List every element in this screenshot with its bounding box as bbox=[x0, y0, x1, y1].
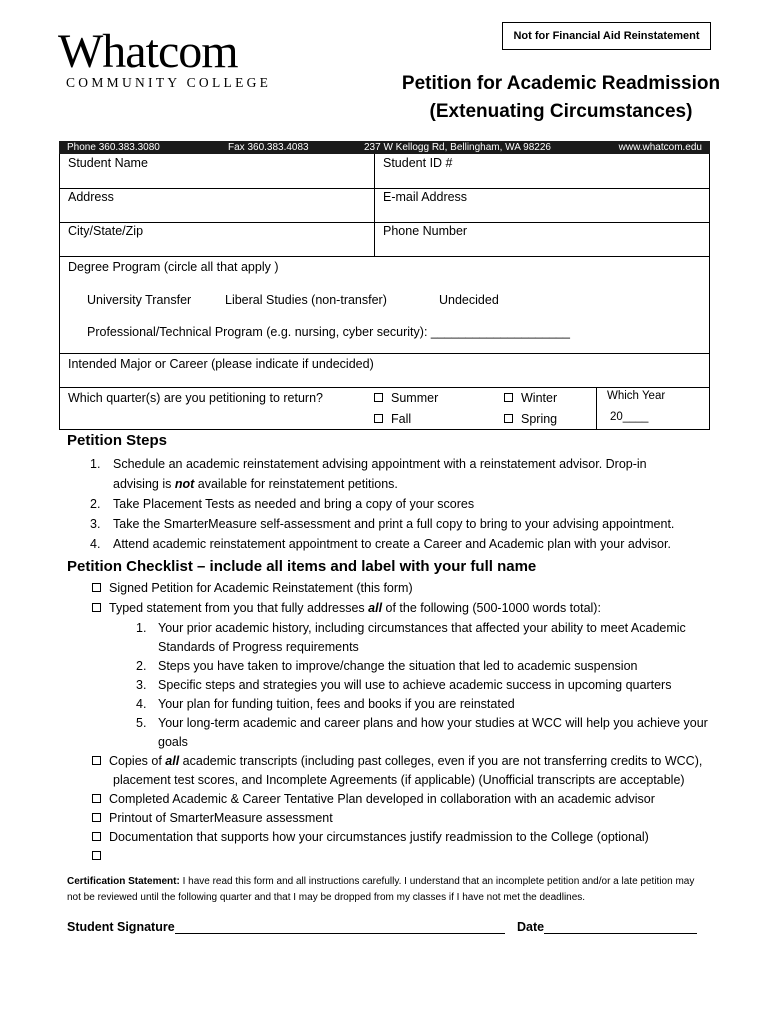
statement-post: of the following (500-1000 words total): bbox=[382, 601, 601, 615]
intended-major-label: Intended Major or Career (please indicate if undecided) bbox=[68, 357, 374, 371]
option-professional-technical[interactable]: Professional/Technical Program (e.g. nursing, cyber security): ____________________ bbox=[87, 325, 570, 339]
college-logo bbox=[58, 25, 272, 91]
checkbox-icon[interactable] bbox=[504, 414, 513, 423]
checklist-item-transcripts[interactable] bbox=[92, 754, 702, 768]
checklist-item-smartermeasure[interactable] bbox=[92, 811, 333, 825]
smartermeasure-label: Printout of SmarterMeasure assessment bbox=[109, 811, 333, 825]
statement-sub-3-text: Specific steps and strategies you will use to achieve academic success in upcoming quarters bbox=[158, 678, 672, 692]
winter-label: Winter bbox=[521, 391, 558, 405]
contact-website[interactable]: www.whatcom.edu bbox=[618, 142, 702, 153]
checkbox-icon[interactable] bbox=[92, 756, 101, 765]
step-3: 3. bbox=[90, 517, 101, 531]
contact-fax: Fax 360.383.4083 bbox=[228, 142, 309, 153]
degree-program-label: Degree Program (circle all that apply ) bbox=[68, 260, 279, 274]
logo-subtitle: COMMUNITY COLLEGE bbox=[66, 75, 272, 90]
checkbox-icon[interactable] bbox=[374, 414, 383, 423]
checkbox-icon[interactable] bbox=[92, 851, 101, 860]
checkbox-icon[interactable] bbox=[374, 393, 383, 402]
financial-aid-notice: Not for Financial Aid Reinstatement bbox=[502, 22, 711, 50]
step-1-text-line2 bbox=[113, 477, 398, 491]
statement-sub-1-text-line2: Standards of Progress requirements bbox=[158, 640, 359, 654]
statement-sub-1: 1. bbox=[136, 621, 147, 635]
checkbox-icon[interactable] bbox=[504, 393, 513, 402]
step-2: 2. bbox=[90, 497, 101, 511]
contact-bar bbox=[59, 141, 710, 154]
degree-program-row bbox=[60, 257, 709, 354]
contact-phone: Phone 360.383.3080 bbox=[67, 142, 160, 153]
option-university-transfer[interactable]: University Transfer bbox=[87, 293, 192, 307]
year-divider bbox=[596, 388, 597, 430]
name-row bbox=[60, 154, 709, 189]
statement-sub-1-text: Your prior academic history, including circumstances that affected your ability to meet Academic bbox=[158, 621, 686, 635]
step-2-text: Take Placement Tests as needed and bring a copy of your scores bbox=[113, 497, 475, 511]
step-4-text: Attend academic reinstatement appointment to create a Career and Academic plan with your advisor. bbox=[113, 537, 671, 551]
student-signature-field[interactable] bbox=[67, 920, 505, 934]
step-1-pre: advising is bbox=[113, 477, 175, 491]
year-field[interactable]: 20____ bbox=[610, 411, 649, 423]
quarter-row bbox=[60, 388, 709, 430]
form-title-line1: Petition for Academic Readmission bbox=[401, 73, 721, 94]
email-label: E-mail Address bbox=[383, 190, 468, 204]
statement-sub-5: 5. bbox=[136, 716, 147, 730]
petition-steps-heading: Petition Steps bbox=[67, 432, 168, 449]
date-field[interactable] bbox=[517, 920, 697, 934]
plan-label: Completed Academic & Career Tentative Plan developed in collaboration with an academic advisor bbox=[109, 792, 655, 806]
address-row bbox=[60, 189, 709, 223]
student-name-field[interactable] bbox=[60, 154, 374, 188]
which-quarter-label: Which quarter(s) are you petitioning to return? bbox=[68, 391, 323, 405]
step-1 bbox=[90, 457, 100, 471]
certification-statement bbox=[67, 874, 707, 905]
city-state-zip-label: City/State/Zip bbox=[68, 224, 144, 238]
transcripts-emphasis: all bbox=[165, 754, 180, 768]
step-4: 4. bbox=[90, 537, 101, 551]
step-1-text: Schedule an academic reinstatement advising appointment with a reinstatement advisor. Drop-in bbox=[113, 457, 647, 471]
checklist-heading: Petition Checklist – include all items and label with your full name bbox=[67, 558, 537, 575]
summer-label: Summer bbox=[391, 391, 439, 405]
step-number: 1. bbox=[90, 457, 101, 471]
checkbox-icon[interactable] bbox=[92, 832, 101, 841]
address-field[interactable] bbox=[60, 189, 374, 222]
checklist-item-blank[interactable] bbox=[92, 849, 109, 863]
checklist-item-plan[interactable] bbox=[92, 792, 655, 806]
statement-sub-3: 3. bbox=[136, 678, 147, 692]
address-label: Address bbox=[68, 190, 114, 204]
signature-line[interactable] bbox=[175, 922, 505, 934]
intended-major-row[interactable] bbox=[60, 354, 709, 388]
option-liberal-studies[interactable]: Liberal Studies (non-transfer) bbox=[225, 293, 387, 307]
statement-sub-2-text: Steps you have taken to improve/change the situation that led to academic suspension bbox=[158, 659, 638, 673]
certification-label: Certification Statement: bbox=[67, 876, 180, 887]
which-year-label: Which Year bbox=[607, 390, 666, 402]
checkbox-icon[interactable] bbox=[92, 603, 101, 612]
statement-sub-2: 2. bbox=[136, 659, 147, 673]
option-undecided[interactable]: Undecided bbox=[439, 293, 499, 307]
student-info-table bbox=[59, 154, 710, 430]
step-1-post: available for reinstatement petitions. bbox=[194, 477, 398, 491]
quarter-winter[interactable] bbox=[504, 391, 557, 405]
form-title bbox=[380, 70, 742, 126]
logo-name: Whatcom bbox=[58, 25, 238, 78]
student-id-label: Student ID # bbox=[383, 156, 453, 170]
statement-sub-4: 4. bbox=[136, 697, 147, 711]
certification-text: I have read this form and all instructions carefully. I understand that an incomplete petition and/or a late petition may not be reviewed until the following quarter and that I may be dropped from my classes if I have not met the deadlines. bbox=[67, 876, 695, 903]
statement-sub-5-text: Your long-term academic and career plans and how your studies at WCC will help you achieve your bbox=[158, 716, 708, 730]
checklist-item-documentation[interactable] bbox=[92, 830, 649, 844]
transcripts-post: academic transcripts (including past colleges, even if you are not transferring credits to WCC), bbox=[179, 754, 703, 768]
checklist-item-petition[interactable] bbox=[92, 581, 413, 595]
contact-address: 237 W Kellogg Rd, Bellingham, WA 98226 bbox=[364, 142, 551, 153]
city-state-zip-field[interactable] bbox=[60, 223, 374, 256]
documentation-label: Documentation that supports how your circumstances justify readmission to the College (optional) bbox=[109, 830, 649, 844]
form-title-line2: (Extenuating Circumstances) bbox=[429, 101, 693, 122]
step-3-text: Take the SmarterMeasure self-assessment and print a full copy to bring to your advising appointment. bbox=[113, 517, 675, 531]
phone-number-label: Phone Number bbox=[383, 224, 468, 238]
date-line[interactable] bbox=[544, 922, 697, 934]
checklist-item-label: Signed Petition for Academic Reinstatement (this form) bbox=[109, 581, 413, 595]
signature-label: Student Signature bbox=[67, 920, 175, 934]
quarter-spring[interactable] bbox=[504, 412, 557, 426]
transcripts-line2: placement test scores, and Incomplete Agreements (if applicable) (Unofficial transcripts are acceptable) bbox=[113, 773, 685, 787]
student-name-label: Student Name bbox=[68, 156, 148, 170]
checklist-item-statement[interactable] bbox=[92, 601, 601, 615]
email-field[interactable] bbox=[374, 189, 709, 222]
checkbox-icon[interactable] bbox=[92, 813, 101, 822]
fall-label: Fall bbox=[391, 412, 412, 426]
statement-sub-5-text-line2: goals bbox=[158, 735, 188, 749]
statement-emphasis: all bbox=[368, 601, 383, 615]
spring-label: Spring bbox=[521, 412, 558, 426]
statement-sub-4-text: Your plan for funding tuition, fees and books if you are reinstated bbox=[158, 697, 515, 711]
quarter-fall[interactable] bbox=[374, 412, 411, 426]
phone-number-field[interactable] bbox=[374, 223, 709, 256]
date-label: Date bbox=[517, 920, 545, 934]
statement-pre: Typed statement from you that fully addresses bbox=[109, 601, 369, 615]
step-1-emphasis: not bbox=[174, 477, 195, 491]
student-id-field[interactable] bbox=[374, 154, 709, 188]
quarter-summer[interactable] bbox=[374, 391, 438, 405]
checkbox-icon[interactable] bbox=[92, 583, 101, 592]
transcripts-pre: Copies of bbox=[109, 754, 166, 768]
city-row bbox=[60, 223, 709, 257]
checkbox-icon[interactable] bbox=[92, 794, 101, 803]
